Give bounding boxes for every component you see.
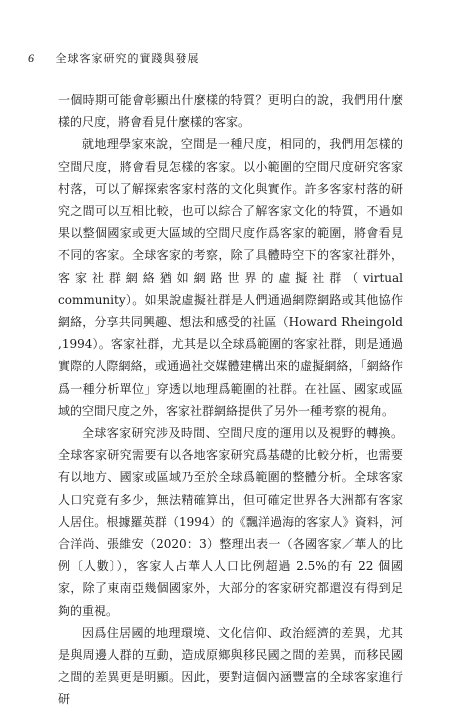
paragraph: 就地理學家來說，空間是一種尺度，相同的，我們用怎樣的空間尺度，將會看見怎樣的客家。以小範圍的空間尺度研究客家村落，可以了解探索客家村落的文化與實作。許多客家村落的研究之間可以互相比較，也可以綜合了解客家文化的特質，不過如果以整個國家或更大區域的空間尺度作爲客家的範圍，將會看見不同的客家。全球客家的考察，除了具體時空下的客家社群外，客家社群網絡猶如網路世界的虛擬社群（virtual community）。如果說虛擬社群是人們通過網際網路或其他協作網絡，分享共同興趣、想法和感受的社區（Howard Rheingold ,1994）。客家社群，尤其是以全球爲範圍的客家社群，則是通過實際的人際網絡，或通過社交媒體建構出來的虛擬網絡，「網絡作爲一種分析單位」穿透以地理爲範圍的社群。在社區、國家或區域的空間尺度之外，客家社群網絡提供了另外一種考察的視角。	[58, 137, 403, 418]
paragraph: 因爲住居國的地理環境、文化信仰、政治經濟的差異，尤其是與周邊人群的互動，造成原鄉與移民國之間的差異，而移民國之間的差異更是明顯。因此，要對這個內涵豐富的全球客家進行研	[58, 625, 403, 707]
body-text	[58, 89, 403, 711]
page-number: 6	[28, 51, 34, 65]
paragraph: 一個時期可能會彰顯出什麼樣的特質？更明白的說，我們用什麼樣的尺度，將會看見什麼樣的客家。	[58, 93, 403, 130]
paragraph: 全球客家研究涉及時間、空間尺度的運用以及視野的轉換。全球客家研究需要有以各地客家研究爲基礎的比較分析，也需要有以地方、國家或區域乃至於全球爲範圍的整體分析。全球客家人口究竟有多少，無法精確算出，但可確定世界各大洲都有客家人居住。根據羅英群（1994）的《飄洋過海的客家人》資料，河合洋尚、張維安（2020：3）整理出表一（各國客家／華人的比例〔人數〕），客家人占華人人口比例超過 2.5%的有 22 個國家，除了東南亞幾個國家外，大部分的客家研究都還沒有得到足夠的重視。	[58, 426, 403, 618]
book-title: 全球客家研究的實踐與發展	[55, 52, 200, 65]
running-header	[28, 50, 430, 66]
